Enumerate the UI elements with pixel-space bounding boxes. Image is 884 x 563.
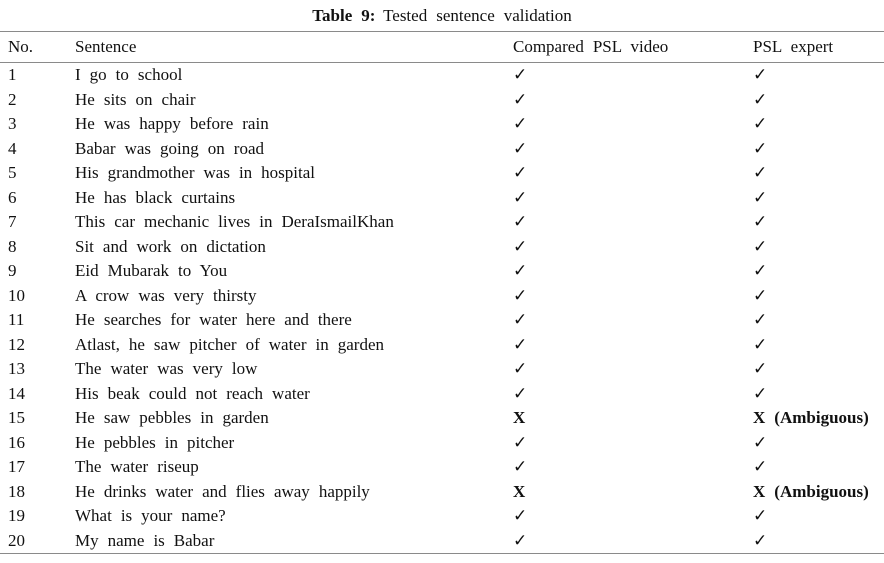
sentence-cell: His beak could not reach water <box>75 383 310 403</box>
table-row <box>0 333 884 358</box>
psl-expert-mark: ✓ <box>753 334 768 354</box>
psl-expert-mark: ✓ <box>753 359 768 378</box>
table-row <box>0 210 884 235</box>
table-row <box>0 88 884 113</box>
table-row <box>0 480 884 505</box>
row-number-cell: 18 <box>8 481 25 501</box>
row-number-cell: 3 <box>8 114 17 133</box>
sentence-cell: What is your name? <box>75 506 226 525</box>
psl-expert-mark: ✓ <box>753 65 768 84</box>
row-number-cell: 15 <box>8 408 25 427</box>
column-header-compared-psl-video: Compared PSL video <box>513 37 669 56</box>
table-row <box>0 406 884 431</box>
compared-psl-video-mark: ✓ <box>513 187 528 207</box>
sentence-cell: Eid Mubarak to You <box>75 261 228 280</box>
table-row <box>0 137 884 162</box>
psl-expert-mark: ✓ <box>753 236 768 256</box>
compared-psl-video-mark: ✓ <box>513 383 528 403</box>
row-number-cell: 13 <box>8 359 25 378</box>
column-header-no: No. <box>8 37 34 56</box>
row-number-cell: 20 <box>8 530 25 550</box>
table-caption-title: Tested sentence validation <box>383 5 572 25</box>
psl-expert-mark: ✓ <box>753 212 768 231</box>
compared-psl-video-mark: ✓ <box>513 334 528 354</box>
table-row <box>0 529 884 554</box>
table-row <box>0 284 884 309</box>
psl-expert-mark: ✓ <box>753 530 768 550</box>
compared-psl-video-mark: ✓ <box>513 163 528 182</box>
psl-expert-mark: X (Ambiguous) <box>753 408 869 427</box>
compared-psl-video-mark: ✓ <box>513 432 528 452</box>
sentence-cell: He was happy before rain <box>75 114 269 133</box>
sentence-cell: He sits on chair <box>75 89 196 109</box>
column-header-psl-expert: PSL expert <box>753 37 834 56</box>
table-caption <box>0 0 884 31</box>
psl-expert-mark: ✓ <box>753 310 768 329</box>
compared-psl-video-mark: ✓ <box>513 506 528 525</box>
table-row <box>0 112 884 137</box>
psl-expert-mark: ✓ <box>753 285 768 305</box>
compared-psl-video-mark: X <box>513 481 526 501</box>
compared-psl-video-mark: ✓ <box>513 310 528 329</box>
compared-psl-video-mark: ✓ <box>513 236 528 256</box>
row-number-cell: 4 <box>8 138 17 158</box>
table-row <box>0 455 884 480</box>
sentence-cell: My name is Babar <box>75 530 215 550</box>
row-number-cell: 5 <box>8 163 17 182</box>
table-row <box>0 63 884 88</box>
row-number-cell: 8 <box>8 236 17 256</box>
table-row <box>0 308 884 333</box>
compared-psl-video-mark: ✓ <box>513 89 528 109</box>
psl-expert-mark: ✓ <box>753 261 768 280</box>
row-number-cell: 16 <box>8 432 25 452</box>
sentence-cell: He saw pebbles in garden <box>75 408 269 427</box>
row-number-cell: 17 <box>8 457 25 476</box>
row-number-cell: 10 <box>8 285 25 305</box>
sentence-cell: Atlast, he saw pitcher of water in garden <box>75 334 384 354</box>
compared-psl-video-mark: ✓ <box>513 359 528 378</box>
table-row <box>0 382 884 407</box>
psl-expert-mark: ✓ <box>753 383 768 403</box>
psl-expert-mark: ✓ <box>753 457 768 476</box>
psl-expert-mark: ✓ <box>753 114 768 133</box>
sentence-cell: This car mechanic lives in DeraIsmailKhan <box>75 212 394 231</box>
psl-expert-mark: ✓ <box>753 187 768 207</box>
psl-expert-mark: ✓ <box>753 506 768 525</box>
psl-expert-mark: ✓ <box>753 163 768 182</box>
row-number-cell: 7 <box>8 212 17 231</box>
sentence-cell: He drinks water and flies away happily <box>75 481 370 501</box>
table-row <box>0 259 884 284</box>
sentence-cell: I go to school <box>75 65 183 84</box>
sentence-cell: His grandmother was in hospital <box>75 163 316 182</box>
row-number-cell: 14 <box>8 383 25 403</box>
sentence-cell: He searches for water here and there <box>75 310 352 329</box>
column-header-sentence: Sentence <box>75 37 137 56</box>
row-number-cell: 19 <box>8 506 25 525</box>
table-row <box>0 161 884 186</box>
table-rule-bottom <box>0 553 884 554</box>
row-number-cell: 9 <box>8 261 17 280</box>
sentence-cell: A crow was very thirsty <box>75 285 257 305</box>
table-row <box>0 504 884 529</box>
psl-expert-mark: X (Ambiguous) <box>753 481 869 501</box>
sentence-cell: He has black curtains <box>75 187 236 207</box>
row-number-cell: 12 <box>8 334 25 354</box>
sentence-cell: He pebbles in pitcher <box>75 432 235 452</box>
compared-psl-video-mark: ✓ <box>513 65 528 84</box>
sentence-cell: Sit and work on dictation <box>75 236 266 256</box>
row-number-cell: 1 <box>8 65 17 84</box>
psl-expert-mark: ✓ <box>753 89 768 109</box>
compared-psl-video-mark: ✓ <box>513 114 528 133</box>
compared-psl-video-mark: ✓ <box>513 212 528 231</box>
table-row <box>0 186 884 211</box>
sentence-cell: The water was very low <box>75 359 258 378</box>
sentence-cell: Babar was going on road <box>75 138 264 158</box>
table-row <box>0 431 884 456</box>
table-header-row <box>0 32 884 62</box>
table-row <box>0 235 884 260</box>
compared-psl-video-mark: ✓ <box>513 138 528 158</box>
table-caption-label: Table 9: <box>312 5 376 25</box>
compared-psl-video-mark: X <box>513 408 526 427</box>
table-row <box>0 357 884 382</box>
sentence-cell: The water riseup <box>75 457 199 476</box>
row-number-cell: 2 <box>8 89 17 109</box>
row-number-cell: 11 <box>8 310 25 329</box>
compared-psl-video-mark: ✓ <box>513 285 528 305</box>
table-body <box>0 63 884 553</box>
row-number-cell: 6 <box>8 187 17 207</box>
compared-psl-video-mark: ✓ <box>513 261 528 280</box>
psl-expert-mark: ✓ <box>753 432 768 452</box>
psl-expert-mark: ✓ <box>753 138 768 158</box>
compared-psl-video-mark: ✓ <box>513 457 528 476</box>
compared-psl-video-mark: ✓ <box>513 530 528 550</box>
